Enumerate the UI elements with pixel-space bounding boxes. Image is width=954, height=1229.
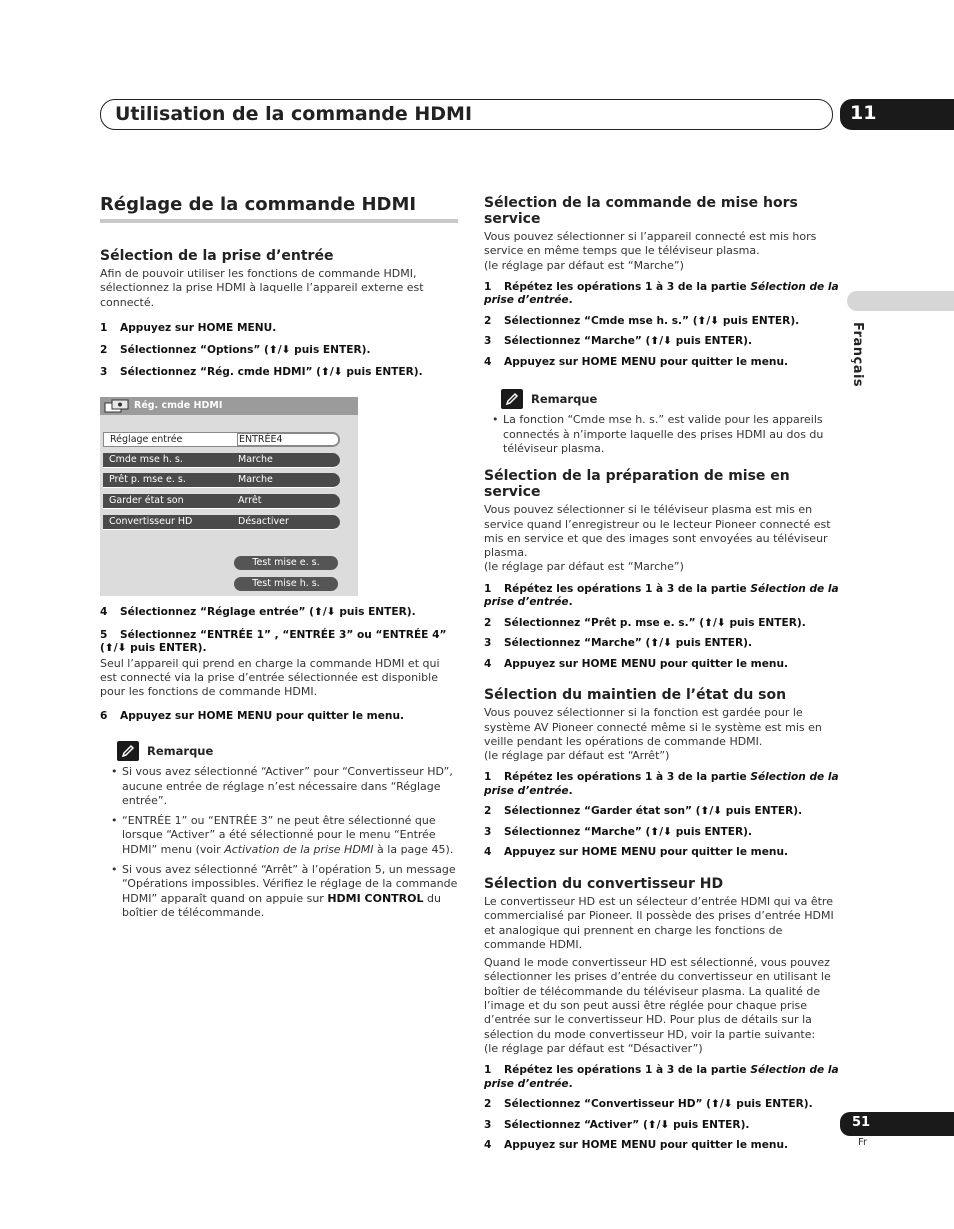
step-5-detail: Seul l’appareil qui prend en charge la commande HDMI et qui est connecté via la prise d’entrée sélectionnée est disponible pour les fonctions de commande HDMI. (100, 656, 440, 699)
step-6: 6 Appuyez sur HOME MENU pour quitter le menu. (100, 709, 405, 722)
note-title: Remarque (531, 392, 598, 407)
default-setting: (le réglage par défaut est “Marche”) (484, 258, 684, 272)
default-setting: (le réglage par défaut est “Marche”) (484, 560, 684, 574)
step-2: 2 Sélectionnez “Options” (⬆/⬇ puis ENTER). (100, 344, 371, 357)
step-2: 2 Sélectionnez “Cmde mse h. s.” (⬆/⬇ puis ENTER). (484, 314, 800, 327)
osd-title: Rég. cmde HDMI (134, 400, 223, 412)
chapter-title: Utilisation de la commande HDMI (115, 103, 473, 125)
step-3: 3 Sélectionnez “Marche” (⬆/⬇ puis ENTER). (484, 637, 753, 650)
note-item: • Si vous avez sélectionné “Activer” pour “Convertisseur HD”, aucune entrée de réglage n’est nécessaire dans “Réglage entrée”. (110, 765, 458, 808)
language-label: Français (850, 322, 865, 388)
osd-row-sound: Garder état son Arrêt (103, 494, 340, 509)
subsection-title: Sélection du maintien de l’état du son (484, 687, 787, 704)
default-setting: (le réglage par défaut est “Désactiver”) (484, 1041, 703, 1055)
step-4: 4 Sélectionnez “Réglage entrée” (⬆/⬇ puis ENTER). (100, 606, 416, 619)
section-text: Vous pouvez sélectionner si le téléviseur plasma est mis en service quand l’enregistreur ou le lecteur Pioneer connecté est mis en service et que des images sont envoyées au téléviseur plasma. (484, 503, 831, 560)
step-1: 1 Répétez les opérations 1 à 3 de la partie Sélection de la prise d’entrée. (484, 1064, 839, 1090)
settings-icon (104, 398, 130, 414)
step-2: 2 Sélectionnez “Garder état son” (⬆/⬇ puis ENTER). (484, 805, 803, 818)
step-4: 4 Appuyez sur HOME MENU pour quitter le menu. (484, 1139, 789, 1152)
note-item: • “ENTRÉE 1” ou “ENTRÉE 3” ne peut être sélectionné que lorsque “Activer” a été sélectionné pour le menu “Entrée HDMI” menu (voir Activation de la prise HDMI à la page 45). (110, 814, 458, 857)
step-4: 4 Appuyez sur HOME MENU pour quitter le menu. (484, 846, 789, 859)
step-4: 4 Appuyez sur HOME MENU pour quitter le menu. (484, 657, 789, 670)
step-3: 3 Sélectionnez “Marche” (⬆/⬇ puis ENTER). (484, 825, 753, 838)
section-title: Réglage de la commande HDMI (100, 194, 458, 223)
step-3: 3 Sélectionnez “Rég. cmde HDMI” (⬆/⬇ puis ENTER). (100, 365, 423, 378)
osd-row-power-off: Cmde mse h. s. Marche (103, 453, 340, 468)
note-block (501, 389, 844, 456)
chapter-number: 11 (840, 99, 954, 130)
note-item: • La fonction “Cmde mse h. s.” est valide pour les appareils connectés à n’importe laquelle des prises HDMI au dos du téléviseur plasma. (491, 413, 844, 456)
page-number: 51 (840, 1112, 954, 1136)
osd-menu-screen (100, 397, 358, 596)
left-column (100, 194, 458, 926)
note-item: • Si vous avez sélectionné “Arrêt” à l’opération 5, un message “Opérations impossibles. Vérifiez le réglage de la commande HDMI” apparaît quand on appuie sur HDMI CONTROL du boîtier de télécommande. (110, 863, 458, 920)
pencil-icon (501, 389, 523, 409)
osd-test-off-button: Test mise h. s. (234, 577, 338, 591)
osd-row-converter: Convertisseur HD Désactiver (103, 515, 340, 530)
page-language: Fr (858, 1137, 868, 1148)
step-1: 1 Répétez les opérations 1 à 3 de la partie Sélection de la prise d’entrée. (484, 280, 839, 307)
step-1: 1 Appuyez sur HOME MENU. (100, 321, 277, 334)
subsection-title: Sélection de la préparation de mise en service (484, 468, 790, 501)
step-3: 3 Sélectionnez “Marche” (⬆/⬇ puis ENTER). (484, 335, 753, 348)
step-2: 2 Sélectionnez “Convertisseur HD” (⬆/⬇ puis ENTER). (484, 1098, 813, 1111)
section-text: Quand le mode convertisseur HD est sélectionné, vous pouvez sélectionner les prises d’entrée du convertisseur en utilisant le boîtier de télécommande du téléviseur plasma. La qualité de l’image et du son peut aussi être réglée pour chaque prise d’entrée sur le convertisseur HD. Pour plus de détails sur la sélection du mode convertisseur HD, voir la partie suivante: (484, 956, 831, 1041)
osd-test-on-button: Test mise e. s. (234, 556, 338, 570)
default-setting: (le réglage par défaut est “Arrêt”) (484, 749, 670, 763)
section-text: Vous pouvez sélectionner si l’appareil connecté est mis hors service en même temps que le téléviseur plasma. (484, 230, 817, 258)
osd-row-input: Réglage entrée ENTRÉE4 (103, 432, 340, 447)
step-1: 1 Répétez les opérations 1 à 3 de la partie Sélection de la prise d’entrée. (484, 582, 839, 609)
osd-row-power-on: Prêt p. mse e. s. Marche (103, 473, 340, 488)
subsection-title: Sélection de la commande de mise hors service (484, 195, 798, 227)
step-1: 1 Répétez les opérations 1 à 3 de la partie Sélection de la prise d’entrée. (484, 771, 839, 797)
step-3: 3 Sélectionnez “Activer” (⬆/⬇ puis ENTER). (484, 1118, 750, 1131)
note-title: Remarque (147, 744, 214, 759)
step-5: 5 Sélectionnez “ENTRÉE 1” , “ENTRÉE 3” ou “ENTRÉE 4” (⬆/⬇ puis ENTER). (100, 628, 447, 655)
intro-text: Afin de pouvoir utiliser les fonctions de commande HDMI, sélectionnez la prise HDMI à laquelle l’appareil externe est connecté. (100, 267, 424, 309)
step-2: 2 Sélectionnez “Prêt p. mse e. s.” (⬆/⬇ puis ENTER). (484, 616, 806, 629)
section-text: Vous pouvez sélectionner si la fonction est gardée pour le système AV Pioneer connecté même si le système est mis en veille pendant les opérations de commande HDMI. (484, 706, 822, 748)
step-4: 4 Appuyez sur HOME MENU pour quitter le menu. (484, 355, 789, 368)
language-tab (847, 291, 954, 311)
note-block (117, 741, 458, 920)
right-column (484, 195, 844, 1153)
chapter-header (100, 99, 833, 130)
osd-title-bar (100, 397, 358, 415)
subsection-title: Sélection du convertisseur HD (484, 875, 724, 892)
subsection-title: Sélection de la prise d’entrée (100, 248, 334, 264)
pencil-icon (117, 741, 139, 761)
section-text: Le convertisseur HD est un sélecteur d’entrée HDMI qui va être commercialisé par Pioneer. Il possède des prises d’entrée HDMI et analogique qui prennent en charge les fonctions de commande HDMI. (484, 894, 834, 951)
